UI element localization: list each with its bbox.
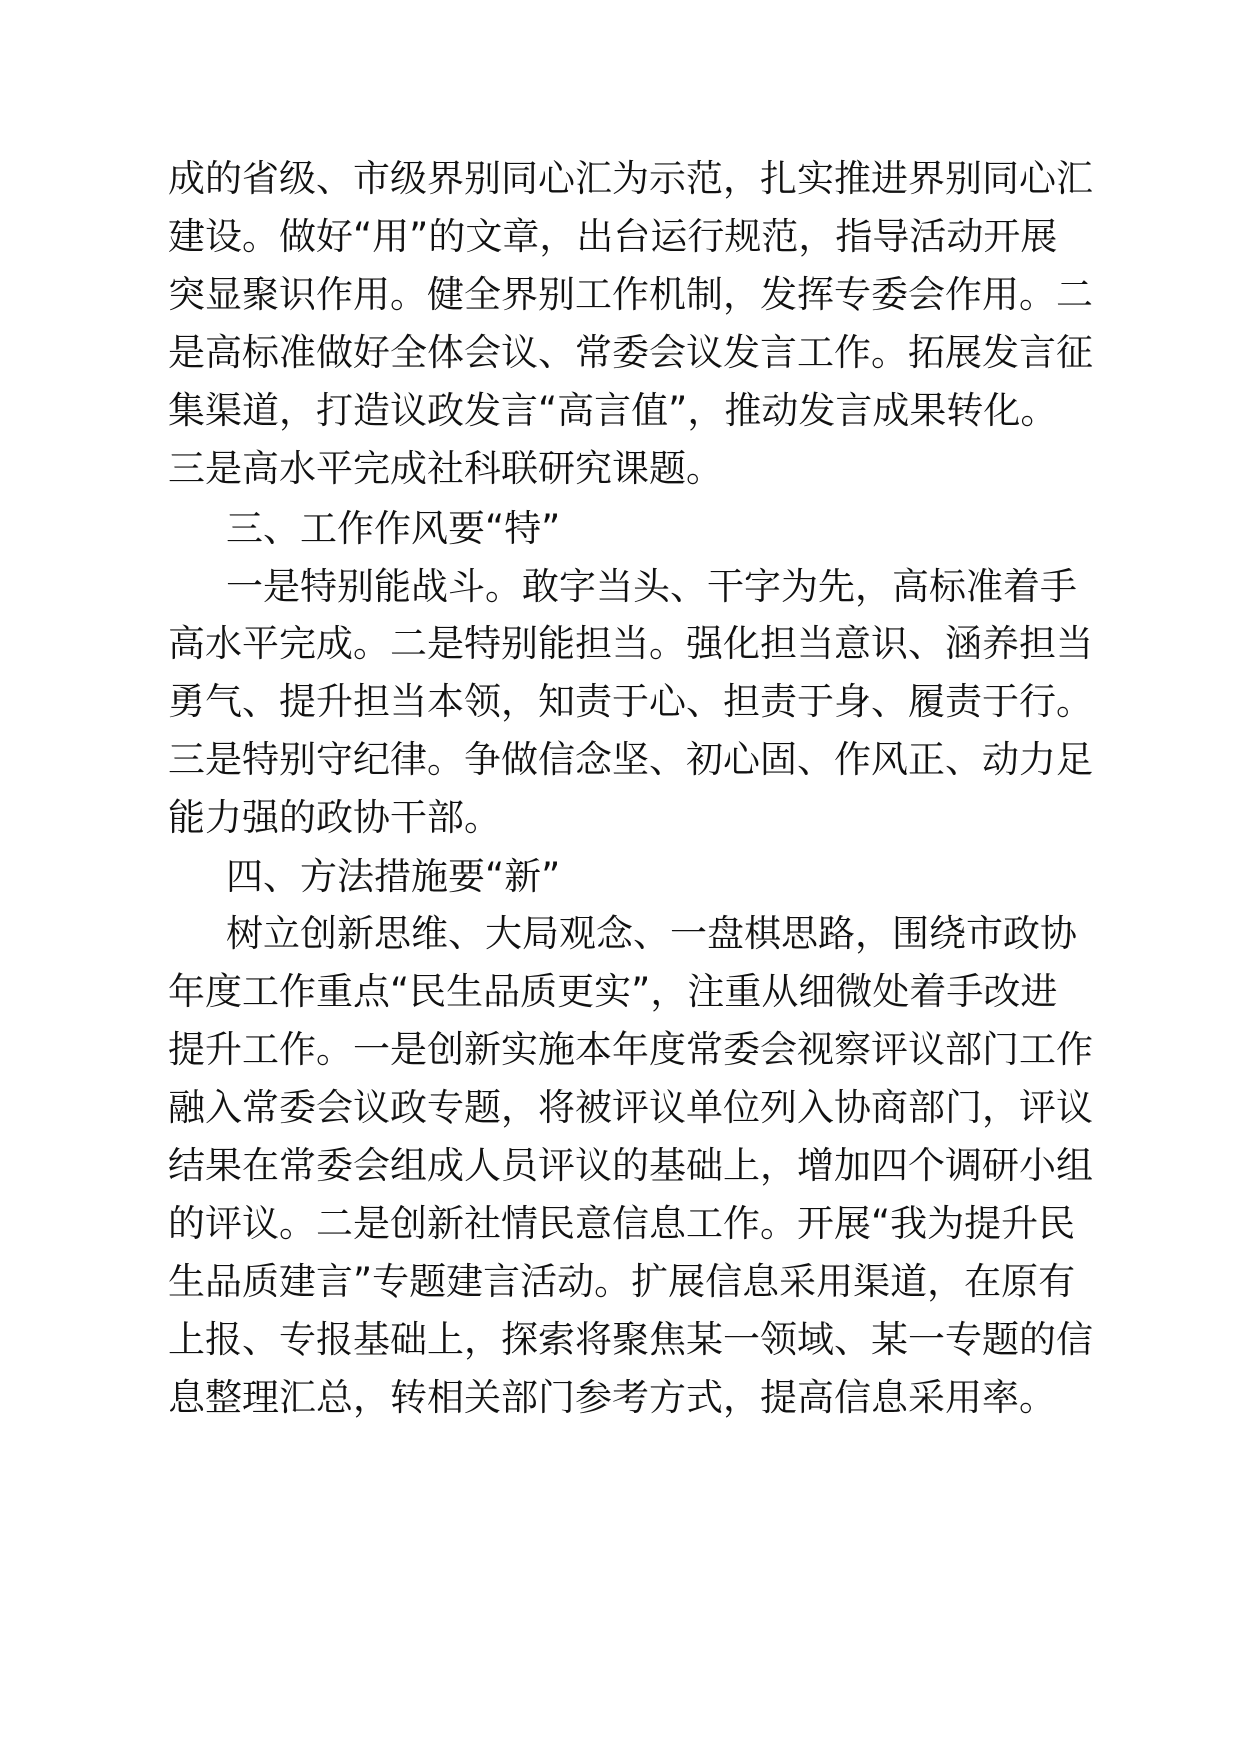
text-line: 息整理汇总，转相关部门参考方式，提高信息采用率。 [168,1376,1056,1419]
text-line: 一是特别能战斗。敢字当头、干字为先，高标准着手 [226,565,1077,608]
section-heading: 四、方法措施要“新” [226,855,561,898]
text-line: 能力强的政协干部。 [168,796,501,839]
text-line: 融入常委会议政专题，将被评议单位列入协商部门，评议 [168,1086,1093,1129]
text-line: 建设。做好“用”的文章，出台运行规范，指导活动开展 [168,215,1058,258]
text-line: 高水平完成。二是特别能担当。强化担当意识、涵养担当 [168,622,1093,665]
text-line: 树立创新思维、大局观念、一盘棋思路，围绕市政协 [226,912,1077,955]
text-line: 三是高水平完成社科联研究课题。 [168,447,723,490]
text-line: 成的省级、市级界别同心汇为示范，扎实推进界别同心汇 [168,157,1093,200]
section-heading: 三、工作作风要“特” [226,507,561,550]
text-line: 突显聚识作用。健全界别工作机制，发挥专委会作用。二 [168,273,1093,316]
text-line: 提升工作。一是创新实施本年度常委会视察评议部门工作 [168,1028,1093,1071]
text-line: 的评议。二是创新社情民意信息工作。开展“我为提升民 [168,1202,1076,1245]
text-line: 集渠道，打造议政发言“高言值”，推动发言成果转化。 [168,389,1058,432]
text-line: 勇气、提升担当本领，知责于心、担责于身、履责于行。 [168,680,1093,723]
text-line: 上报、专报基础上，探索将聚焦某一领域、某一专题的信 [168,1318,1093,1361]
text-line: 三是特别守纪律。争做信念坚、初心固、作风正、动力足 [168,738,1093,781]
text-line: 年度工作重点“民生品质更实”，注重从细微处着手改进 [168,970,1058,1013]
text-line: 是高标准做好全体会议、常委会议发言工作。拓展发言征 [168,331,1093,374]
text-line: 结果在常委会组成人员评议的基础上，增加四个调研小组 [168,1144,1093,1187]
text-line: 生品质建言”专题建言活动。扩展信息采用渠道，在原有 [168,1260,1076,1303]
